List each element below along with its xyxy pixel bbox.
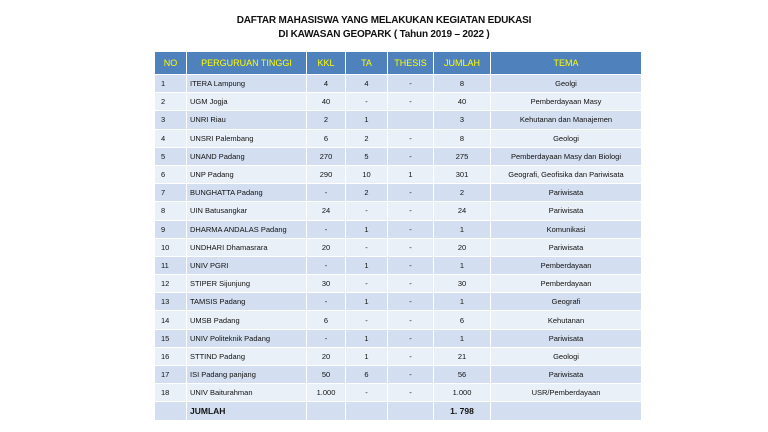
cell-tema: Kehutanan dan Manajemen: [491, 111, 642, 129]
cell-ta: 6: [346, 366, 388, 384]
cell-perguruan-tinggi: STTIND Padang: [187, 347, 307, 365]
cell-kkl: 4: [307, 75, 346, 93]
cell-perguruan-tinggi: UGM Jogja: [187, 93, 307, 111]
cell-perguruan-tinggi: BUNGHATTA Padang: [187, 184, 307, 202]
cell-jumlah: 1.000: [434, 384, 491, 402]
cell-no: 17: [155, 366, 187, 384]
cell-no: 10: [155, 238, 187, 256]
cell-kkl: 290: [307, 165, 346, 183]
cell-perguruan-tinggi: UMSB Padang: [187, 311, 307, 329]
cell-thesis: -: [388, 147, 434, 165]
cell-ta: 4: [346, 75, 388, 93]
cell-jumlah: 3: [434, 111, 491, 129]
cell-jumlah: 40: [434, 93, 491, 111]
cell-tema: Pariwisata: [491, 184, 642, 202]
cell-perguruan-tinggi: UNRI Riau: [187, 111, 307, 129]
cell-tema: Komunikasi: [491, 220, 642, 238]
cell-thesis: -: [388, 220, 434, 238]
cell-thesis: -: [388, 329, 434, 347]
table-row: [155, 347, 642, 365]
cell-thesis: -: [388, 256, 434, 274]
cell-no: 6: [155, 165, 187, 183]
total-tema-cell: [491, 402, 642, 421]
cell-jumlah: 1: [434, 329, 491, 347]
page-title: [0, 14, 768, 42]
cell-thesis: -: [388, 75, 434, 93]
table-body: [155, 75, 642, 402]
cell-tema: Geologi: [491, 129, 642, 147]
table-row: [155, 384, 642, 402]
cell-thesis: -: [388, 238, 434, 256]
cell-thesis: -: [388, 184, 434, 202]
cell-tema: Geografi, Geofisika dan Pariwisata: [491, 165, 642, 183]
cell-no: 13: [155, 293, 187, 311]
cell-no: 18: [155, 384, 187, 402]
title-line-1: DAFTAR MAHASISWA YANG MELAKUKAN KEGIATAN EDUKASI: [236, 15, 532, 26]
cell-perguruan-tinggi: UNIV PGRI: [187, 256, 307, 274]
title-line-2: DI KAWASAN GEOPARK ( Tahun 2019 – 2022 ): [278, 29, 490, 40]
cell-jumlah: 2: [434, 184, 491, 202]
cell-kkl: 24: [307, 202, 346, 220]
cell-no: 8: [155, 202, 187, 220]
cell-ta: -: [346, 202, 388, 220]
total-thesis-cell: [388, 402, 434, 421]
cell-jumlah: 1: [434, 293, 491, 311]
cell-jumlah: 30: [434, 275, 491, 293]
cell-tema: Pariwisata: [491, 238, 642, 256]
cell-no: 2: [155, 93, 187, 111]
cell-no: 16: [155, 347, 187, 365]
table-row: [155, 256, 642, 274]
cell-perguruan-tinggi: UIN Batusangkar: [187, 202, 307, 220]
table-row: [155, 184, 642, 202]
cell-thesis: -: [388, 347, 434, 365]
table-row: [155, 111, 642, 129]
cell-ta: -: [346, 384, 388, 402]
cell-ta: -: [346, 311, 388, 329]
header-ta: TA: [346, 52, 388, 75]
cell-jumlah: 6: [434, 311, 491, 329]
cell-no: 14: [155, 311, 187, 329]
cell-jumlah: 301: [434, 165, 491, 183]
cell-tema: Pemberdayaan: [491, 275, 642, 293]
cell-tema: Pariwisata: [491, 366, 642, 384]
cell-ta: -: [346, 93, 388, 111]
cell-thesis: -: [388, 384, 434, 402]
table-row: [155, 165, 642, 183]
cell-no: 7: [155, 184, 187, 202]
cell-ta: -: [346, 275, 388, 293]
cell-thesis: [388, 111, 434, 129]
cell-thesis: -: [388, 366, 434, 384]
cell-no: 9: [155, 220, 187, 238]
cell-no: 12: [155, 275, 187, 293]
cell-jumlah: 1: [434, 256, 491, 274]
cell-tema: Geolgi: [491, 75, 642, 93]
cell-thesis: -: [388, 293, 434, 311]
table-row: [155, 202, 642, 220]
cell-ta: 1: [346, 111, 388, 129]
table-row: [155, 238, 642, 256]
cell-kkl: 20: [307, 238, 346, 256]
cell-thesis: -: [388, 129, 434, 147]
cell-perguruan-tinggi: DHARMA ANDALAS Padang: [187, 220, 307, 238]
cell-perguruan-tinggi: UNDHARI Dhamasrara: [187, 238, 307, 256]
total-ta-cell: [346, 402, 388, 421]
cell-kkl: -: [307, 256, 346, 274]
cell-tema: Pariwisata: [491, 329, 642, 347]
cell-jumlah: 8: [434, 75, 491, 93]
table-row: [155, 329, 642, 347]
cell-ta: -: [346, 238, 388, 256]
cell-tema: Pemberdayaan: [491, 256, 642, 274]
cell-no: 1: [155, 75, 187, 93]
table-row: [155, 311, 642, 329]
table-row: [155, 275, 642, 293]
cell-kkl: -: [307, 184, 346, 202]
header-perguruan-tinggi: PERGURUAN TINGGI: [187, 52, 307, 75]
students-table: [154, 51, 642, 421]
header-jumlah: JUMLAH: [434, 52, 491, 75]
cell-kkl: 50: [307, 366, 346, 384]
total-kkl-cell: [307, 402, 346, 421]
cell-ta: 1: [346, 220, 388, 238]
table-row: [155, 75, 642, 93]
table-header-row: [155, 52, 642, 75]
cell-ta: 1: [346, 293, 388, 311]
cell-perguruan-tinggi: STIPER Sijunjung: [187, 275, 307, 293]
cell-tema: Geografi: [491, 293, 642, 311]
cell-kkl: 20: [307, 347, 346, 365]
total-row: [155, 402, 642, 421]
table-row: [155, 147, 642, 165]
table-row: [155, 366, 642, 384]
cell-tema: Geologi: [491, 347, 642, 365]
cell-ta: 5: [346, 147, 388, 165]
total-label: JUMLAH: [187, 402, 307, 421]
cell-perguruan-tinggi: UNAND Padang: [187, 147, 307, 165]
cell-no: 11: [155, 256, 187, 274]
table-row: [155, 220, 642, 238]
cell-jumlah: 56: [434, 366, 491, 384]
cell-thesis: -: [388, 93, 434, 111]
cell-kkl: 6: [307, 311, 346, 329]
cell-perguruan-tinggi: UNIV Baiturahman: [187, 384, 307, 402]
cell-kkl: 2: [307, 111, 346, 129]
cell-tema: Pemberdayaan Masy: [491, 93, 642, 111]
cell-perguruan-tinggi: UNP Padang: [187, 165, 307, 183]
cell-ta: 2: [346, 184, 388, 202]
cell-jumlah: 275: [434, 147, 491, 165]
cell-ta: 1: [346, 347, 388, 365]
table-row: [155, 293, 642, 311]
cell-no: 5: [155, 147, 187, 165]
cell-jumlah: 1: [434, 220, 491, 238]
cell-kkl: 6: [307, 129, 346, 147]
cell-tema: Pariwisata: [491, 202, 642, 220]
table-row: [155, 93, 642, 111]
header-no: NO: [155, 52, 187, 75]
cell-kkl: 270: [307, 147, 346, 165]
cell-tema: Pemberdayaan Masy dan Biologi: [491, 147, 642, 165]
cell-no: 4: [155, 129, 187, 147]
cell-ta: 2: [346, 129, 388, 147]
cell-jumlah: 24: [434, 202, 491, 220]
cell-jumlah: 8: [434, 129, 491, 147]
header-tema: TEMA: [491, 52, 642, 75]
cell-thesis: -: [388, 202, 434, 220]
cell-jumlah: 20: [434, 238, 491, 256]
cell-perguruan-tinggi: ITERA Lampung: [187, 75, 307, 93]
total-value: 1. 798: [434, 402, 491, 421]
cell-no: 15: [155, 329, 187, 347]
cell-perguruan-tinggi: ISI Padang panjang: [187, 366, 307, 384]
cell-ta: 10: [346, 165, 388, 183]
cell-jumlah: 21: [434, 347, 491, 365]
cell-no: 3: [155, 111, 187, 129]
cell-kkl: -: [307, 220, 346, 238]
cell-thesis: -: [388, 275, 434, 293]
cell-thesis: 1: [388, 165, 434, 183]
cell-kkl: 40: [307, 93, 346, 111]
cell-tema: Kehutanan: [491, 311, 642, 329]
cell-kkl: -: [307, 293, 346, 311]
cell-kkl: 1.000: [307, 384, 346, 402]
header-kkl: KKL: [307, 52, 346, 75]
cell-ta: 1: [346, 329, 388, 347]
cell-thesis: -: [388, 311, 434, 329]
cell-kkl: -: [307, 329, 346, 347]
total-no-cell: [155, 402, 187, 421]
table-row: [155, 129, 642, 147]
cell-kkl: 30: [307, 275, 346, 293]
cell-ta: 1: [346, 256, 388, 274]
cell-perguruan-tinggi: UNSRI Palembang: [187, 129, 307, 147]
cell-tema: USR/Pemberdayaan: [491, 384, 642, 402]
cell-perguruan-tinggi: TAMSIS Padang: [187, 293, 307, 311]
header-thesis: THESIS: [388, 52, 434, 75]
cell-perguruan-tinggi: UNIV Politeknik Padang: [187, 329, 307, 347]
